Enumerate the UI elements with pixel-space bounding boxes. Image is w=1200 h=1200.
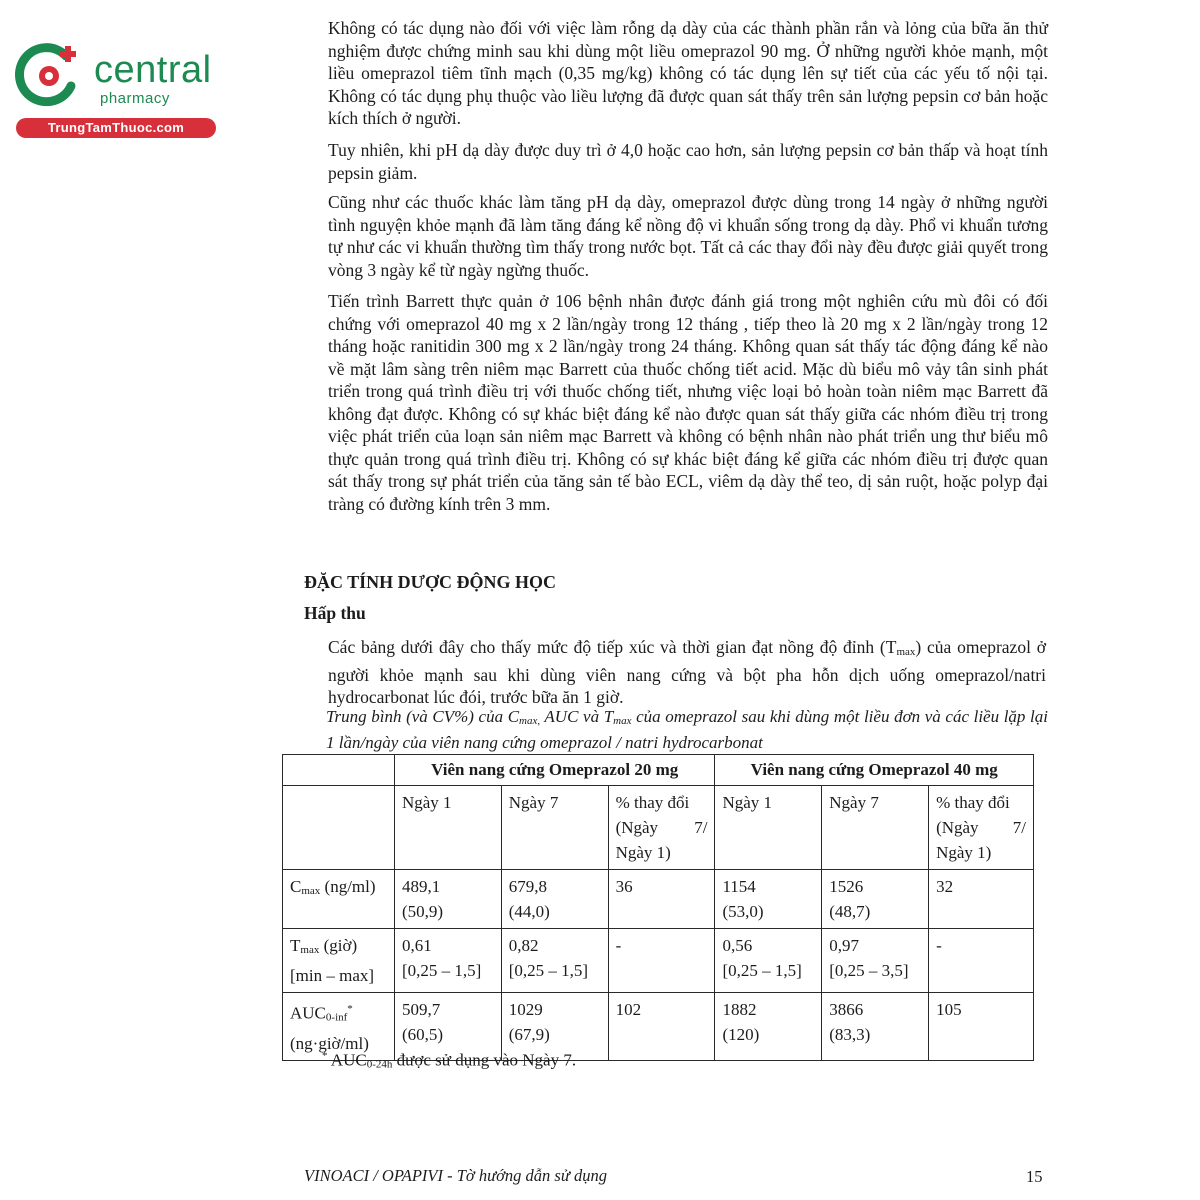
row-label-tmax: $T_{max}$ (giờ) [min – max] [283, 929, 395, 993]
table-cell: - [608, 929, 715, 993]
body-paragraph-3: Cũng như các thuốc khác làm tăng pH dạ dày, omeprazol được dùng trong 14 ngày ở những người tình nguyện khỏe mạnh đã làm tăng đáng kể nồng độ vi khuẩn sống trong dạ dày. Phổ vi khuẩn tương tự như các vi khuẩn thường tìm thấy trong nước bọt. Tất cả các thay đổi này đều được giải quyết trong vòng 3 ngày kể từ ngày ngừng thuốc. [328, 192, 1048, 280]
body-paragraph-2: Tuy nhiên, khi pH dạ dày được duy trì ở 4,0 hoặc cao hơn, sản lượng pepsin cơ bản thấp và hoạt tính pepsin giảm. [328, 140, 1048, 183]
col-header-day1: Ngày 1 [394, 786, 501, 870]
page-footer-title: VINOACI / OPAPIVI - Tờ hướng dẫn sử dụng [304, 1166, 607, 1185]
pharmacy-logo-icon [14, 40, 84, 110]
col-header-day7: Ngày 7 [822, 786, 929, 870]
section-heading: ĐẶC TÍNH DƯỢC ĐỘNG HỌC [304, 572, 557, 592]
col-header-day1: Ngày 1 [715, 786, 822, 870]
table-cell: 489,1 (50,9) [394, 870, 501, 929]
logo-sub-text: pharmacy [100, 90, 170, 107]
table-row-tmax [283, 929, 1034, 993]
table-cell: 0,97 [0,25 – 3,5] [822, 929, 929, 993]
table-cell: - [929, 929, 1034, 993]
table-cell: 1029 (67,9) [501, 993, 608, 1061]
table-corner-cell [283, 755, 395, 786]
table-caption: Trung bình (và CV%) của $C_{max,}$ AUC và $T_{max}$ của omeprazol sau khi dùng một liều đơn và các liều lặp lại 1 lần/ngày của viên nang cứng omeprazol / natri hydrocarbonat [326, 707, 1048, 752]
col-header-pct-change: % thay đổi (Ngày 7/ Ngày 1) [929, 786, 1034, 870]
table-cell: 679,8 (44,0) [501, 870, 608, 929]
logo-brand-text: central [94, 49, 212, 91]
table-empty-cell [283, 786, 395, 870]
table-cell: 509,7 (60,5) [394, 993, 501, 1061]
row-label-cmax: $C_{max}$ (ng/ml) [283, 870, 395, 929]
table-header-row [283, 755, 1034, 786]
table-cell: 1526 (48,7) [822, 870, 929, 929]
table-row-cmax [283, 870, 1034, 929]
col-header-pct-change: % thay đổi (Ngày 7/ Ngày 1) [608, 786, 715, 870]
table-cell: 102 [608, 993, 715, 1061]
page-number: 15 [1026, 1167, 1043, 1186]
table-cell: 0,56 [0,25 – 1,5] [715, 929, 822, 993]
col-header-day7: Ngày 7 [501, 786, 608, 870]
table-cell: 1882 (120) [715, 993, 822, 1061]
body-paragraph-4: Tiến trình Barrett thực quản ở 106 bệnh nhân được đánh giá trong một nghiên cứu mù đôi có đối chứng với omeprazol 40 mg x 2 lần/ngày trong 12 tháng , tiếp theo là 20 mg x 2 lần/ngày trong 12 tháng hoặc ranitidin 300 mg x 2 lần/ngày trong 24 tháng. Không quan sát thấy tác động đáng kể nào về mặt lâm sàng trên niêm mạc Barrett của thuốc chống tiết acid. Mặc dù biểu mô vảy tân sinh phát triển trong quá trình điều trị với thuốc chống tiết, nhưng việc loại bỏ hoàn toàn niêm mạc Barrett đã không đạt được. Không có sự khác biệt đáng kể nào được quan sát thấy giữa các nhóm điều trị trong việc phát triển của loạn sản niêm mạc Barrett và không có bệnh nhân nào phát triển ung thư biểu mô thực quản trong quá trình điều trị. Không có sự khác biệt đáng kể giữa các nhóm điều trị được quan sát thấy trong sự phát triển của tăng sản tế bào ECL, viêm dạ dày thể teo, dị sản ruột, hoặc polyp đại tràng có đường kính trên 3 mm. [328, 291, 1048, 514]
table-subheader-row [283, 786, 1034, 870]
table-cell: 0,82 [0,25 – 1,5] [501, 929, 608, 993]
table-cell: 32 [929, 870, 1034, 929]
table-cell: 3866 (83,3) [822, 993, 929, 1061]
intro-paragraph: Các bảng dưới đây cho thấy mức độ tiếp xúc và thời gian đạt nồng độ đỉnh $(T_{max})$ của omeprazol ở người khỏe mạnh sau khi dùng viên nang cứng và bột pha hỗn dịch uống omeprazol/natri hydrocarbonat lúc đói, trước bữa ăn 1 giờ. [328, 637, 1046, 707]
table-cell: 1154 (53,0) [715, 870, 822, 929]
row-label-auc: $AUC_{0-inf}^*$ (ng·giờ/ml) [283, 993, 395, 1061]
group-header-20mg: Viên nang cứng Omeprazol 20 mg [394, 755, 715, 786]
table-footnote: * $AUC_{0-24h}$ được sử dụng vào Ngày 7. [322, 1050, 577, 1071]
sub-heading: Hấp thu [304, 603, 366, 623]
table-cell: 0,61 [0,25 – 1,5] [394, 929, 501, 993]
pharmacy-logo [8, 34, 214, 138]
body-paragraph-1: Không có tác dụng nào đối với việc làm rỗng dạ dày của các thành phần rắn và lỏng của bữa ăn thử nghiệm được chứng minh sau khi dùng một liều omeprazol 90 mg. Ở những người khỏe mạnh, một liều omeprazol tiêm tĩnh mạch (0,35 mg/kg) không có tác dụng lên sự tiết của các yếu tố nội tại. Không có tác dụng phụ thuộc vào liều lượng đã được quan sát thấy trên sản lượng pepsin cơ bản hoặc kích thích ở người. [328, 18, 1048, 128]
group-header-40mg: Viên nang cứng Omeprazol 40 mg [715, 755, 1034, 786]
pharmacokinetics-table [282, 754, 1034, 1061]
table-cell: 36 [608, 870, 715, 929]
table-cell: 105 [929, 993, 1034, 1061]
logo-site-badge: TrungTamThuoc.com [16, 118, 216, 138]
